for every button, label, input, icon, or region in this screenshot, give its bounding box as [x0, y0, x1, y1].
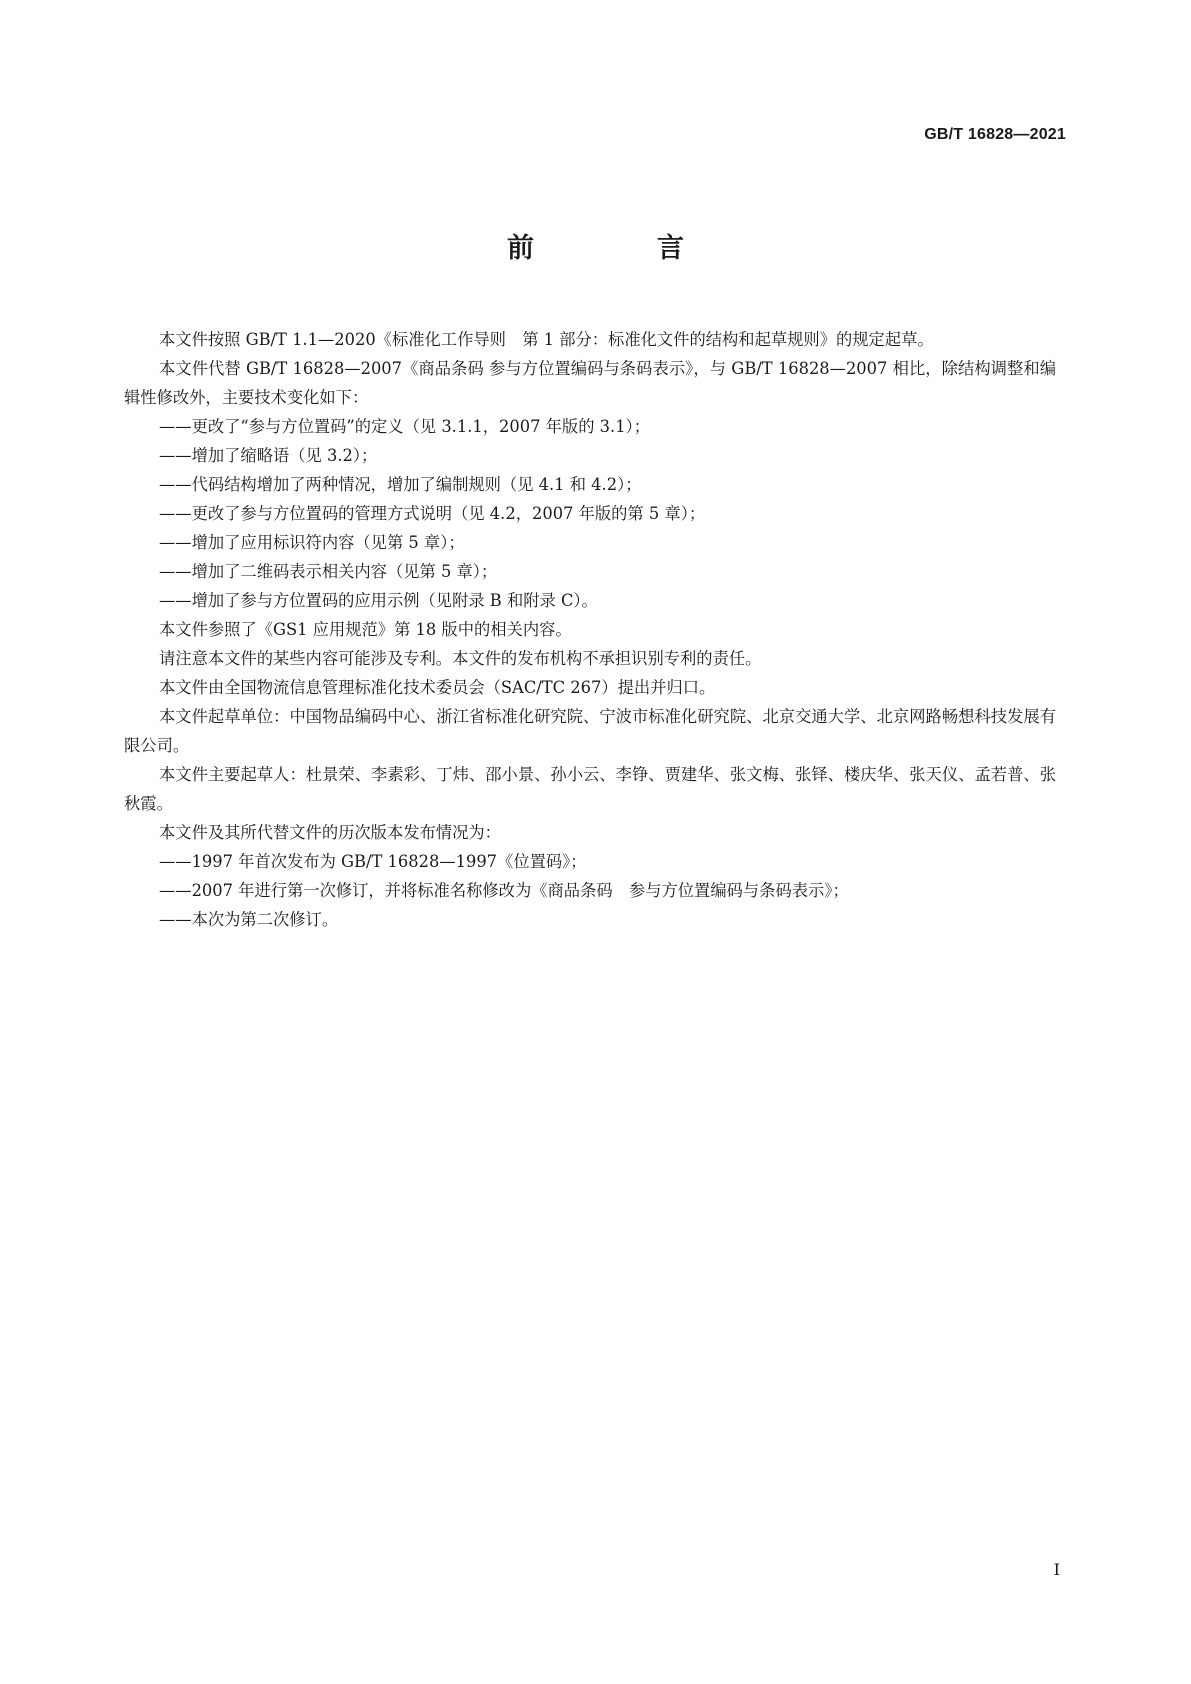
history-item-1997: ——1997 年首次发布为 GB/T 16828—1997《位置码》； — [159, 852, 587, 871]
change-item-abbreviations: ——增加了缩略语（见 3.2）； — [159, 446, 378, 465]
page-title: 前 言 — [507, 233, 732, 264]
page-number: I — [1053, 1560, 1060, 1579]
paragraph-drafters: 本文件主要起草人：杜景荣、李素彩、丁炜、邵小景、孙小云、李铮、贾建华、张文梅、张铎、楼庆华、张天仪、孟若普、张秋霞。 — [124, 765, 1056, 813]
paragraph-replacement-info: 本文件代替 GB/T 16828—2007《商品条码 参与方位置编码与条码表示》，与 GB/T 16828—2007 相比，除结构调整和编辑性修改外，主要技术变化如下： — [124, 359, 1056, 407]
foreword-body — [124, 325, 1056, 934]
change-item-code-structure: ——代码结构增加了两种情况，增加了编制规则（见 4.1 和 4.2）； — [159, 475, 642, 494]
history-item-current: ——本次为第二次修订。 — [159, 910, 339, 929]
paragraph-reference: 本文件参照了《GS1 应用规范》第 18 版中的相关内容。 — [159, 620, 572, 639]
paragraph-patent-notice: 请注意本文件的某些内容可能涉及专利。本文件的发布机构不承担识别专利的责任。 — [159, 649, 762, 668]
change-item-definition: ——更改了“参与方位置码”的定义（见 3.1.1，2007 年版的 3.1）； — [159, 417, 650, 436]
paragraph-proposer: 本文件由全国物流信息管理标准化技术委员会（SAC/TC 267）提出并归口。 — [159, 678, 716, 697]
change-item-examples: ——增加了参与方位置码的应用示例（见附录 B 和附录 C）。 — [159, 591, 598, 610]
change-item-application-identifier: ——增加了应用标识符内容（见第 5 章）； — [159, 533, 465, 552]
change-item-management: ——更改了参与方位置码的管理方式说明（见 4.2，2007 年版的第 5 章）； — [159, 504, 706, 523]
change-item-2d-code: ——增加了二维码表示相关内容（见第 5 章）； — [159, 562, 498, 581]
paragraph-history-intro: 本文件及其所代替文件的历次版本发布情况为： — [159, 823, 501, 842]
paragraph-drafting-rules: 本文件按照 GB/T 1.1—2020《标准化工作导则 第 1 部分：标准化文件的结构和起草规则》的规定起草。 — [159, 330, 934, 349]
paragraph-drafting-units: 本文件起草单位：中国物品编码中心、浙江省标准化研究院、宁波市标准化研究院、北京交通大学、北京网路畅想科技发展有限公司。 — [124, 707, 1056, 755]
history-item-2007: ——2007 年进行第一次修订，并将标准名称修改为《商品条码 参与方位置编码与条码表示》； — [159, 881, 849, 900]
standard-number-header: GB/T 16828—2021 — [924, 126, 1066, 143]
